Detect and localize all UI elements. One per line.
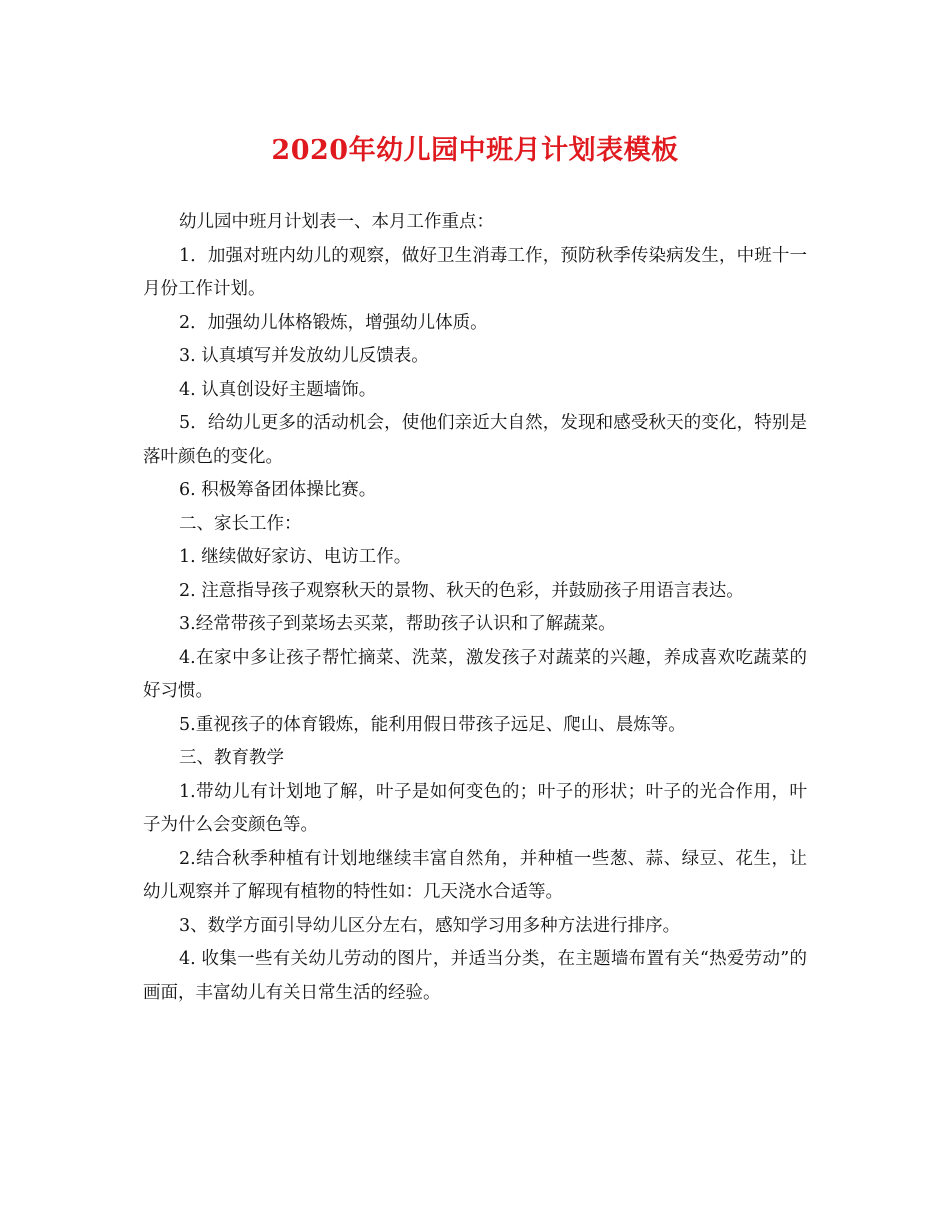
parent-work-item-1: 1. 继续做好家访、电访工作。 (179, 547, 412, 567)
parent-work-item-5: 5.重视孩子的体育锻炼，能利用假日带孩子远足、爬山、晨炼等。 (179, 714, 686, 735)
parent-work-item-4: 4.在家中多让孩子帮忙摘菜、洗菜，激发孩子对蔬菜的兴趣，养成喜欢吃蔬菜的好习惯。 (143, 647, 807, 701)
section-heading-teaching: 三、教育教学 (179, 748, 284, 768)
parent-work-item-3: 3.经常带孩子到菜场去买菜，帮助孩子认识和了解蔬菜。 (179, 614, 616, 634)
work-focus-item-6: 6. 积极筹备团体操比赛。 (179, 480, 377, 500)
teaching-item-2: 2.结合秋季种植有计划地继续丰富自然角，并种植一些葱、蒜、绿豆、花生，让幼儿观察并了解现有植物的特性如：几天浇水合适等。 (143, 848, 807, 902)
work-focus-item-4: 4. 认真创设好主题墙饰。 (179, 379, 377, 400)
section-heading-work-focus: 幼儿园中班月计划表一、本月工作重点： (179, 212, 494, 232)
teaching-item-1: 1.带幼儿有计划地了解，叶子是如何变色的；叶子的形状；叶子的光合作用，叶子为什么会变颜色等。 (143, 781, 807, 835)
teaching-item-3: 3、数学方面引导幼儿区分左右，感知学习用多种方法进行排序。 (179, 915, 681, 936)
teaching-item-4: 4. 收集一些有关幼儿劳动的图片，并适当分类，在主题墙布置有关“热爱劳动”的画面，丰富幼儿有关日常生活的经验。 (143, 949, 807, 1003)
document-title: 2020年幼儿园中班月计划表模板 (271, 135, 679, 166)
work-focus-item-5: 5．给幼儿更多的活动机会，使他们亲近大自然，发现和感受秋天的变化，特别是落叶颜色的变化。 (143, 413, 807, 467)
work-focus-item-2: 2．加强幼儿体格锻炼，增强幼儿体质。 (179, 312, 488, 333)
section-heading-parent-work: 二、家长工作： (179, 513, 302, 534)
parent-work-item-2: 2. 注意指导孩子观察秋天的景物、秋天的色彩，并鼓励孩子用语言表达。 (179, 580, 744, 601)
work-focus-item-3: 3. 认真填写并发放幼儿反馈表。 (179, 346, 429, 366)
work-focus-item-1: 1．加强对班内幼儿的观察，做好卫生消毒工作，预防秋季传染病发生，中班十一月份工作计划。 (143, 245, 807, 299)
document-body (143, 206, 807, 1010)
